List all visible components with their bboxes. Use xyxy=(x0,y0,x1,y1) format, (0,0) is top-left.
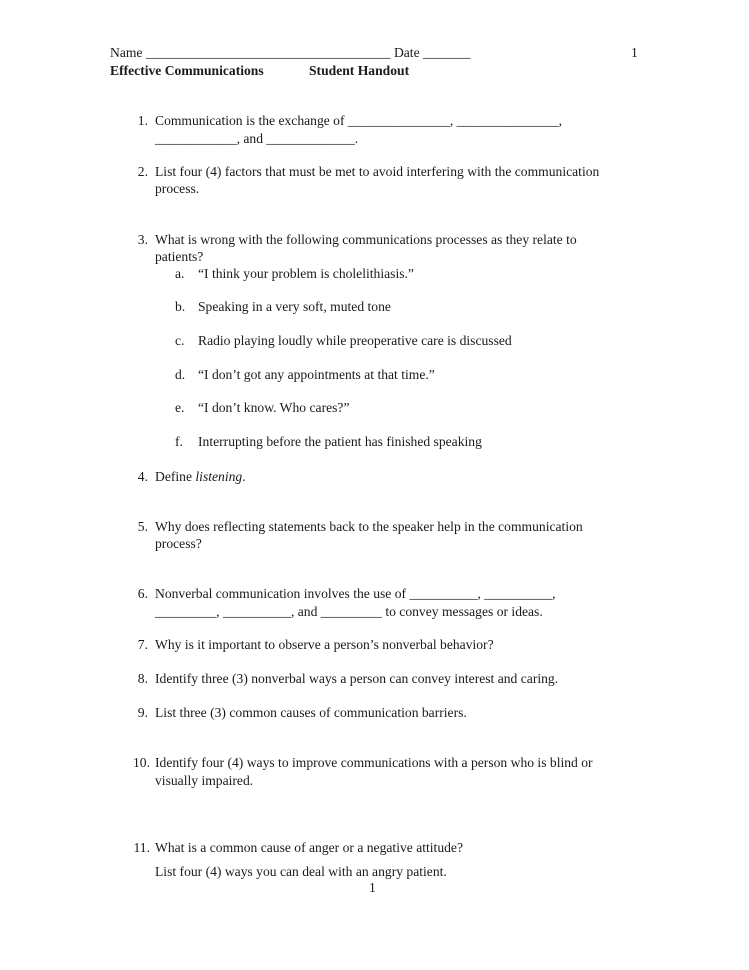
subitem-letter: e. xyxy=(175,400,185,415)
question-text-line: List three (3) common causes of communication barriers. xyxy=(155,705,467,720)
subitem-text: “I think your problem is cholelithiasis.” xyxy=(198,266,414,281)
question-number: 11. xyxy=(133,840,150,855)
question-number: 5. xyxy=(137,519,148,534)
question-text-line: What is a common cause of anger or a negative attitude? xyxy=(155,840,463,855)
question-number: 1. xyxy=(137,113,148,128)
question-text-line: Why does reflecting statements back to the speaker help in the communication xyxy=(155,519,583,534)
question-text-line: Identify three (3) nonverbal ways a person can convey interest and caring. xyxy=(155,671,559,686)
question-text-line: ____________, and _____________. xyxy=(155,131,359,146)
subitem-text: “I don’t know. Who cares?” xyxy=(198,400,350,415)
question-text-line: _________, __________, and _________ to convey messages or ideas. xyxy=(155,604,543,619)
question-text-line: visually impaired. xyxy=(155,773,254,788)
question-text-line: Nonverbal communication involves the use of __________, __________, xyxy=(155,586,556,601)
question-text-line xyxy=(155,468,246,485)
question-followup: List four (4) ways you can deal with an angry patient. xyxy=(155,864,447,879)
subitem-letter: b. xyxy=(175,299,186,314)
question-text-line: Why is it important to observe a person’s nonverbal behavior? xyxy=(155,637,494,652)
subitem-letter: d. xyxy=(175,367,186,382)
question-text-line: patients? xyxy=(155,249,204,264)
subitem-letter: a. xyxy=(175,266,185,281)
subitem-text: Radio playing loudly while preoperative care is discussed xyxy=(198,333,512,348)
question-number: 3. xyxy=(137,232,148,247)
question-text-line: process? xyxy=(155,536,202,551)
subitem-letter: f. xyxy=(175,434,183,449)
question-emphasis: listening xyxy=(195,469,243,484)
question-number: 2. xyxy=(137,164,148,179)
question-text-line: process. xyxy=(155,181,200,196)
question-prefix: Define xyxy=(155,469,196,484)
question-number: 7. xyxy=(137,637,148,652)
question-text-line: What is wrong with the following communications processes as they relate to xyxy=(155,232,577,247)
document-subtitle: Student Handout xyxy=(309,63,410,78)
question-number: 6. xyxy=(137,586,148,601)
subitem-letter: c. xyxy=(175,333,185,348)
name-date-line: Name ____________________________________ Date _______ xyxy=(110,45,471,60)
question-number: 8. xyxy=(137,671,148,686)
question-suffix: . xyxy=(242,469,246,484)
question-text-line: Communication is the exchange of _______________, _______________, xyxy=(155,113,563,128)
question-number: 4. xyxy=(137,469,148,484)
footer-page-number: 1 xyxy=(369,880,376,895)
question-text-line: Identify four (4) ways to improve communications with a person who is blind or xyxy=(155,755,593,770)
document-title: Effective Communications xyxy=(110,63,264,78)
subitem-text: Interrupting before the patient has finished speaking xyxy=(198,434,482,449)
page-corner-number: 1 xyxy=(631,45,638,60)
question-number: 9. xyxy=(137,705,148,720)
subitem-text: Speaking in a very soft, muted tone xyxy=(198,299,391,314)
question-number: 10. xyxy=(133,755,150,770)
question-text-line: List four (4) factors that must be met to avoid interfering with the communication xyxy=(155,164,600,179)
subitem-text: “I don’t got any appointments at that time.” xyxy=(198,367,435,382)
